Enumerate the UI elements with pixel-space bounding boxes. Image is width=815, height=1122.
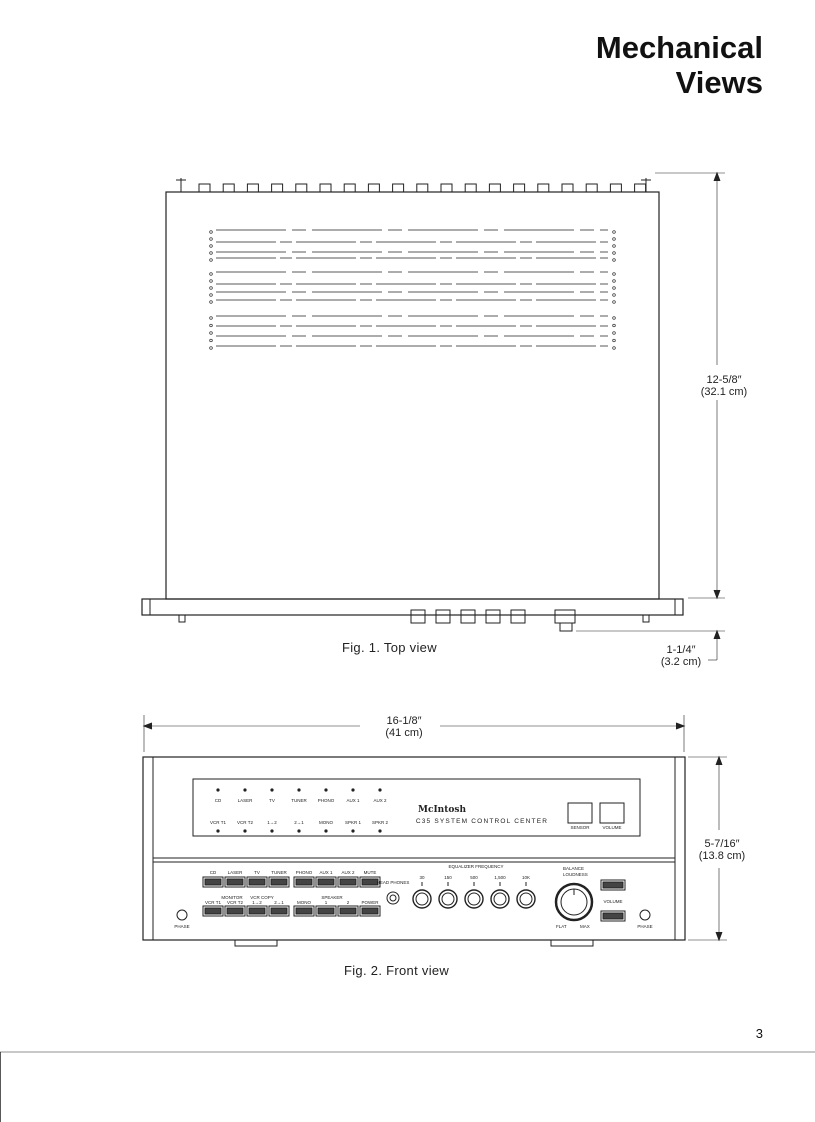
volume-window-label: VOLUME (602, 825, 622, 830)
button-face (318, 908, 334, 914)
front-knobs-top (411, 610, 575, 631)
button-face (205, 879, 221, 885)
page-number: 3 (755, 1026, 763, 1041)
button-face (205, 908, 221, 914)
board-hole (613, 332, 616, 335)
button-label: CD (209, 870, 217, 875)
display-label: 2→1 (294, 820, 304, 825)
depth-inches: 12-5/8″ (706, 374, 742, 386)
depth-cm: (32.1 cm) (700, 386, 748, 398)
flat-label: FLAT (556, 924, 567, 929)
vent-tab (586, 184, 597, 192)
max-label: MAX (580, 924, 590, 929)
button-label: PHONO (295, 870, 313, 875)
top-vent-tabs (199, 184, 646, 192)
board-hole (613, 252, 616, 255)
button-face (318, 879, 334, 885)
vent-tab (393, 184, 404, 192)
model-name: C35 SYSTEM CONTROL CENTER (415, 818, 549, 825)
vent-tab (296, 184, 307, 192)
indicator-dot (325, 789, 327, 791)
button-face (362, 879, 378, 885)
board-hole (210, 324, 213, 327)
mounting-screw-right (641, 178, 651, 192)
indicator-dot (244, 830, 246, 832)
board-hole (210, 231, 213, 234)
board-hole (210, 259, 213, 262)
height-inches: 5-7/16″ (704, 838, 740, 850)
board-hole (210, 317, 213, 320)
depth-dimension (698, 374, 750, 398)
eq-knob-inner (520, 893, 532, 905)
vent-tab (562, 184, 573, 192)
board-hole (210, 287, 213, 290)
vent-tab (514, 184, 525, 192)
display-label: 1→2 (267, 820, 277, 825)
vent-tab (247, 184, 258, 192)
indicator-dot (352, 789, 354, 791)
board-hole (613, 231, 616, 234)
eq-knob-inner (494, 893, 506, 905)
board-hole (613, 301, 616, 304)
vent-tab (465, 184, 476, 192)
board-hole (210, 301, 213, 304)
board-hole (613, 324, 616, 327)
vcr-copy-label: VCR COPY (250, 895, 274, 900)
indicator-dot (298, 789, 300, 791)
board-hole (613, 259, 616, 262)
knob-depth-inches: 1-1/4″ (666, 644, 696, 656)
balance-label: BALANCE (563, 866, 585, 871)
vent-tab (320, 184, 331, 192)
display-label: SPKR 2 (371, 820, 389, 825)
indicator-dot (379, 789, 381, 791)
fig1-caption: Fig. 1. Top view (342, 640, 437, 655)
button-label: MONO (297, 900, 311, 905)
board-hole (613, 317, 616, 320)
display-label: MONO (319, 820, 333, 825)
button-label: VCR T1 (205, 900, 221, 905)
board-hole (613, 347, 616, 350)
indicator-dot (271, 830, 273, 832)
board-hole (210, 339, 213, 342)
vent-tab (610, 184, 621, 192)
indicator-dot (325, 830, 327, 832)
display-label: LASER (237, 798, 253, 803)
display-source-labels (215, 798, 387, 803)
button-face (362, 908, 378, 914)
button-label: POWER (361, 900, 379, 905)
button-face (271, 908, 287, 914)
button-label: 2 (346, 900, 350, 905)
speaker-label: SPEAKER (321, 895, 343, 900)
indicator-dot (244, 789, 246, 791)
eq-frequency: 500 (470, 875, 478, 880)
board-hole (613, 273, 616, 276)
button-face (340, 879, 356, 885)
display-label: VCR T1 (210, 820, 226, 825)
headphones-label: HEAD PHONES (376, 880, 410, 885)
indicator-dot (379, 830, 381, 832)
button-label: MUTE (363, 870, 377, 875)
loudness-label: LOUDNESS (563, 872, 588, 877)
eq-knob-inner (416, 893, 428, 905)
eq-frequency-values (419, 875, 530, 880)
vent-tab (199, 184, 210, 192)
equalizer-knobs (413, 882, 535, 908)
phase-switch-left (177, 910, 187, 920)
eq-frequency: 150 (444, 875, 452, 880)
button-label: AUX 1 (319, 870, 333, 875)
button-face (296, 908, 312, 914)
button-face (227, 879, 243, 885)
title-line-2: Views (675, 65, 763, 100)
vent-tab (272, 184, 283, 192)
width-inches: 16-1/8″ (386, 715, 422, 727)
button-face (249, 879, 265, 885)
board-hole (210, 273, 213, 276)
button-label: 1 (324, 900, 328, 905)
button-label: TV (254, 870, 260, 875)
height-cm: (13.8 cm) (698, 850, 746, 862)
display-label: TUNER (291, 798, 307, 803)
vent-tab (538, 184, 549, 192)
display-indicator-dots (214, 789, 381, 832)
button-row1-labels (210, 870, 377, 875)
vent-tab (368, 184, 379, 192)
button-face (340, 908, 356, 914)
display-label: PHONO (317, 798, 335, 803)
button-face (271, 879, 287, 885)
button-label: LASER (227, 870, 243, 875)
board-hole (210, 238, 213, 241)
board-hole (613, 245, 616, 248)
board-hole (210, 332, 213, 335)
eq-frequency: 10K (521, 875, 531, 880)
button-label: VCR T2 (227, 900, 243, 905)
knob-depth-cm: (3.2 cm) (660, 656, 702, 668)
monitor-label: MONITOR (221, 895, 243, 900)
top-view-drawing (142, 173, 725, 660)
volume-knob (556, 884, 592, 920)
board-hole (613, 294, 616, 297)
eq-frequency: 30 (419, 875, 425, 880)
knob-depth-dimension (655, 644, 707, 668)
vent-tab (417, 184, 428, 192)
board-hole (210, 294, 213, 297)
button-label: TUNER (271, 870, 287, 875)
brand-logo: McIntosh (418, 805, 466, 815)
button-label: 2→1 (274, 900, 284, 905)
button-face (227, 908, 243, 914)
indicator-dot (352, 830, 354, 832)
vent-tab (489, 184, 500, 192)
eq-frequency-label: EQUALIZER FREQUENCY (448, 864, 504, 869)
board-hole (210, 347, 213, 350)
vent-tab (635, 184, 646, 192)
indicator-dot (271, 789, 273, 791)
display-label: AUX 1 (346, 798, 360, 803)
board-hole (210, 252, 213, 255)
display-label: CD (214, 798, 222, 803)
button-label: AUX 2 (341, 870, 355, 875)
indicator-dot (298, 830, 300, 832)
board-hole (210, 280, 213, 283)
fig2-caption: Fig. 2. Front view (344, 963, 450, 978)
display-label: AUX 2 (373, 798, 387, 803)
front-view-drawing (143, 715, 727, 946)
phase-label-right: PHASE (637, 924, 653, 929)
phase-label-left: PHASE (174, 924, 190, 929)
front-panel-edge (142, 599, 683, 615)
board-hole (613, 238, 616, 241)
width-dimension (372, 715, 436, 739)
indicator-dot (217, 830, 219, 832)
headphone-jack (387, 892, 399, 904)
eq-frequency: 1,500 (494, 875, 506, 880)
sensor-window (568, 803, 592, 823)
volume-meter-window (600, 803, 624, 823)
eq-knob-inner (468, 893, 480, 905)
internal-boards (210, 230, 616, 349)
button-label: 1→2 (252, 900, 262, 905)
mounting-screw-left (176, 178, 186, 192)
eq-knob-inner (442, 893, 454, 905)
board-hole (613, 287, 616, 290)
vent-tab (223, 184, 234, 192)
board-hole (613, 280, 616, 283)
title-line-1: Mechanical (595, 30, 763, 65)
display-label: VCR T2 (237, 820, 253, 825)
button-face (249, 908, 265, 914)
button-row2-labels (205, 900, 379, 905)
volume-button-label: VOLUME (603, 899, 623, 904)
sensor-label: SENSOR (570, 825, 590, 830)
vent-tab (344, 184, 355, 192)
phase-switch-right (640, 910, 650, 920)
indicator-dot (217, 789, 219, 791)
vent-tab (441, 184, 452, 192)
display-mode-labels (210, 820, 388, 825)
board-hole (210, 245, 213, 248)
width-cm: (41 cm) (385, 727, 423, 739)
board-hole (613, 339, 616, 342)
button-face (296, 879, 312, 885)
display-label: SPKR 1 (344, 820, 362, 825)
display-label: TV (269, 798, 275, 803)
height-dimension (694, 838, 750, 862)
